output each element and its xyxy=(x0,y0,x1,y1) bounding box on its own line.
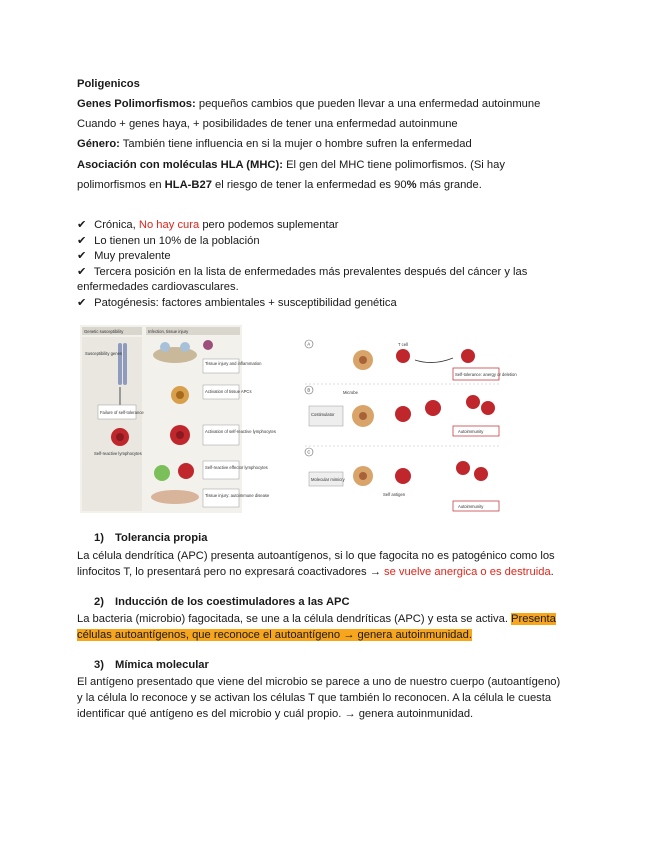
figure-pathogenesis xyxy=(80,325,276,513)
hla-paragraph xyxy=(77,158,505,173)
fig-right-self-antigen: Self antigen xyxy=(383,492,406,497)
genes-paragraph xyxy=(77,97,540,112)
section-1-heading: Tolerancia propia xyxy=(115,532,208,544)
section-2-highlight-2: células autoantígenos, que reconoce el autoantígeno → genera autoinmunidad. xyxy=(77,629,472,641)
check-item-3 xyxy=(77,249,171,264)
section-2-number: 2) xyxy=(94,596,104,608)
fig-left-susceptibility-genes: Susceptibility genes xyxy=(85,351,123,356)
genes-text: pequeños cambios que pueden llevar a una enfermedad autoinmune xyxy=(195,98,541,110)
hla-percent: % xyxy=(406,179,417,191)
section-1-line2-a: linfocitos T, lo presentará pero no expresará coactivadores → xyxy=(77,566,384,578)
genero-label: Género: xyxy=(77,138,120,150)
check-item-1-text-a: Crónica, xyxy=(94,219,139,231)
section-3-line3: identificar qué antígeno es del microbio y cuál propio. → genera autoinmunidad. xyxy=(77,708,474,720)
figure-mechanisms xyxy=(303,336,517,516)
genes-more-text: Cuando + genes haya, + posibilidades de tener una enfermedad autoinmune xyxy=(77,118,458,130)
hla-text: El gen del MHC tiene polimorfismos. (Si hay xyxy=(282,159,505,171)
check-icon: ✔ xyxy=(77,297,87,309)
fig-left-self-reactive: Self-reactive lymphocytes xyxy=(94,451,142,456)
hla-line2-a: polimorfismos en xyxy=(77,179,165,191)
fig-right-microbe: Microbe xyxy=(343,390,358,395)
fig-right-panel-a: A xyxy=(307,341,311,347)
section-3-line1: El antígeno presentado que viene del microbio se parece a uno de nuestro cuerpo (autoantígeno) xyxy=(77,676,561,688)
section-2-line2 xyxy=(77,628,472,643)
section-2-heading: Inducción de los coestimuladores a las APC xyxy=(115,596,350,608)
check-item-3-text: Muy prevalente xyxy=(94,250,171,262)
fig-right-panel-b: B xyxy=(307,387,311,393)
fig-left-header-left: Genetic susceptibility xyxy=(84,329,124,334)
fig-left-autoimmune: Tissue injury: autoimmune disease xyxy=(205,493,270,498)
hla-line2-d: más grande. xyxy=(416,179,482,191)
section-title: Poligenicos xyxy=(77,78,140,90)
fig-left-tissue-injury: Tissue injury and inflammation xyxy=(205,361,262,366)
section-3-line2: y la célula lo reconoce y se activan los células T que también lo reconocen. A la célula le cuesta xyxy=(77,692,552,704)
section-3-number: 3) xyxy=(94,659,104,671)
section-2-line1 xyxy=(77,612,556,627)
fig-left-activation-lymph: Activation of self-reactive lymphocytes xyxy=(205,429,276,434)
genes-label: Genes Polimorfismos: xyxy=(77,98,196,110)
section-3-heading: Mímica molecular xyxy=(115,659,209,671)
check-item-2-text: Lo tienen un 10% de la población xyxy=(94,235,260,247)
check-icon: ✔ xyxy=(77,235,87,247)
fig-right-costim: Costimulator xyxy=(311,412,335,417)
check-icon: ✔ xyxy=(77,250,87,262)
section-1-number: 1) xyxy=(94,532,104,544)
check-item-4-text: Tercera posición en la lista de enfermedades más prevalentes después del cáncer y las xyxy=(93,266,528,278)
fig-right-self-tolerance: Self-tolerance: anergy or deletion xyxy=(455,372,517,377)
fig-right-tcell: T cell xyxy=(398,342,408,347)
check-item-1-red: No hay cura xyxy=(138,219,200,231)
check-item-4-cont: enfermedades cardiovasculares. xyxy=(77,281,239,293)
check-item-2 xyxy=(77,234,260,249)
fig-right-autoimmunity-2: Autoimmunity xyxy=(458,504,484,509)
fig-right-panel-c: C xyxy=(307,449,311,455)
genero-text: También tiene influencia en si la mujer o hombre sufren la enfermedad xyxy=(119,138,472,150)
hla-b27: HLA-B27 xyxy=(164,179,212,191)
check-item-4 xyxy=(77,265,527,280)
hla-label: Asociación con moléculas HLA (MHC): xyxy=(77,159,283,171)
check-item-5-text: Patogénesis: factores ambientales + susceptibilidad genética xyxy=(94,297,397,309)
section-2-highlight-1: Presenta xyxy=(511,613,556,625)
fig-right-autoimmunity: Autoimmunity xyxy=(458,429,484,434)
section-1-line1: La célula dendrítica (APC) presenta autoantígenos, si lo que fagocita no es patogénico como los xyxy=(77,550,555,562)
fig-left-header-right: Infection, tissue injury xyxy=(148,329,189,334)
hla-paragraph-line2 xyxy=(77,178,482,193)
section-1-line2-b: . xyxy=(550,566,554,578)
fig-left-activation-apc: Activation of tissue APCs xyxy=(205,389,252,394)
section-2-line1-a: La bacteria (microbio) fagocitada, se une a la célula dendríticas (APC) y esta se activa. xyxy=(77,613,512,625)
fig-right-mimicry: Molecular mimicry xyxy=(311,477,345,482)
check-item-1 xyxy=(77,218,339,233)
check-item-1-text-b: pero podemos suplementar xyxy=(199,219,339,231)
fig-left-effector: Self-reactive effector lymphocytes xyxy=(205,465,268,470)
check-icon: ✔ xyxy=(77,266,87,278)
check-icon: ✔ xyxy=(77,219,87,231)
hla-line2-c: el riesgo de tener la enfermedad es 90 xyxy=(211,179,407,191)
check-item-5 xyxy=(77,296,397,311)
section-1-line2 xyxy=(77,565,554,580)
genero-paragraph xyxy=(77,137,472,152)
section-1-line2-red: se vuelve anergica o es destruida xyxy=(384,566,551,578)
fig-left-failure: Failure of self-tolerance xyxy=(100,410,144,415)
